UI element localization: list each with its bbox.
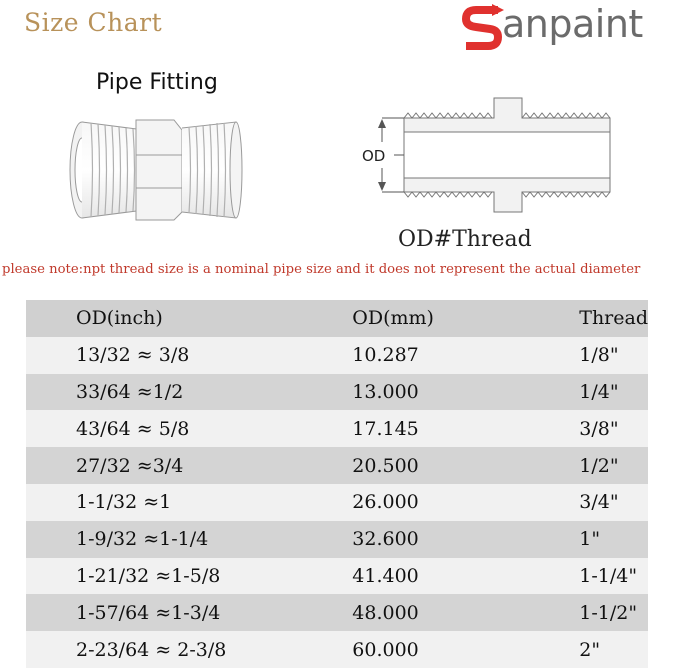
cell-od-mm: 32.600 [352, 528, 419, 551]
od-thread-diagram [352, 90, 622, 220]
table-row [26, 558, 648, 595]
cell-od-mm: 13.000 [352, 380, 419, 403]
size-chart-title: Size Chart [24, 8, 163, 37]
pipe-fitting-title: Pipe Fitting [96, 70, 218, 95]
cell-thread: 1-1/2" [579, 601, 638, 624]
cell-od-mm: 60.000 [352, 638, 419, 661]
table-row [26, 521, 648, 558]
cell-od-inch: 1-9/32 ≈1-1/4 [76, 528, 209, 551]
header-od-mm: OD(mm) [352, 307, 434, 330]
cell-thread: 1/4" [579, 380, 619, 403]
cell-od-inch: 1-1/32 ≈1 [76, 491, 172, 514]
cell-thread: 3/8" [579, 417, 619, 440]
header-od-inch: OD(inch) [76, 307, 163, 330]
table-row [26, 631, 648, 668]
cell-od-inch: 27/32 ≈3/4 [76, 454, 184, 477]
cell-thread: 1/2" [579, 454, 619, 477]
cell-od-inch: 1-57/64 ≈1-3/4 [76, 601, 221, 624]
table-row [26, 447, 648, 484]
table-row [26, 337, 648, 374]
table-row [26, 410, 648, 447]
cell-od-inch: 33/64 ≈1/2 [76, 380, 184, 403]
cell-od-inch: 2-23/64 ≈ 2-3/8 [76, 638, 227, 661]
brand-logo [462, 0, 672, 56]
cell-thread: 1/8" [579, 344, 619, 367]
cell-od-mm: 10.287 [352, 344, 419, 367]
table-header-row [26, 300, 648, 337]
brand-name: anpaint [502, 2, 643, 46]
pipe-fitting-illustration [36, 100, 251, 230]
header-thread: Thread [579, 307, 648, 330]
cell-od-inch: 43/64 ≈ 5/8 [76, 417, 190, 440]
table-row [26, 484, 648, 521]
od-label: OD [362, 147, 386, 165]
cell-thread: 3/4" [579, 491, 619, 514]
table-row [26, 374, 648, 411]
diagram-caption: OD#Thread [398, 227, 532, 252]
cell-od-mm: 26.000 [352, 491, 419, 514]
table-row [26, 594, 648, 631]
cell-od-inch: 1-21/32 ≈1-5/8 [76, 564, 221, 587]
cell-od-mm: 48.000 [352, 601, 419, 624]
cell-od-mm: 41.400 [352, 564, 419, 587]
size-note: please note:npt thread size is a nominal pipe size and it does not represent the actual diameter [2, 262, 641, 277]
cell-thread: 1-1/4" [579, 564, 638, 587]
cell-thread: 1" [579, 528, 601, 551]
cell-od-inch: 13/32 ≈ 3/8 [76, 344, 190, 367]
size-table [26, 300, 648, 668]
cell-od-mm: 17.145 [352, 417, 419, 440]
cell-thread: 2" [579, 638, 601, 661]
cell-od-mm: 20.500 [352, 454, 419, 477]
brand-s-icon [462, 4, 504, 52]
